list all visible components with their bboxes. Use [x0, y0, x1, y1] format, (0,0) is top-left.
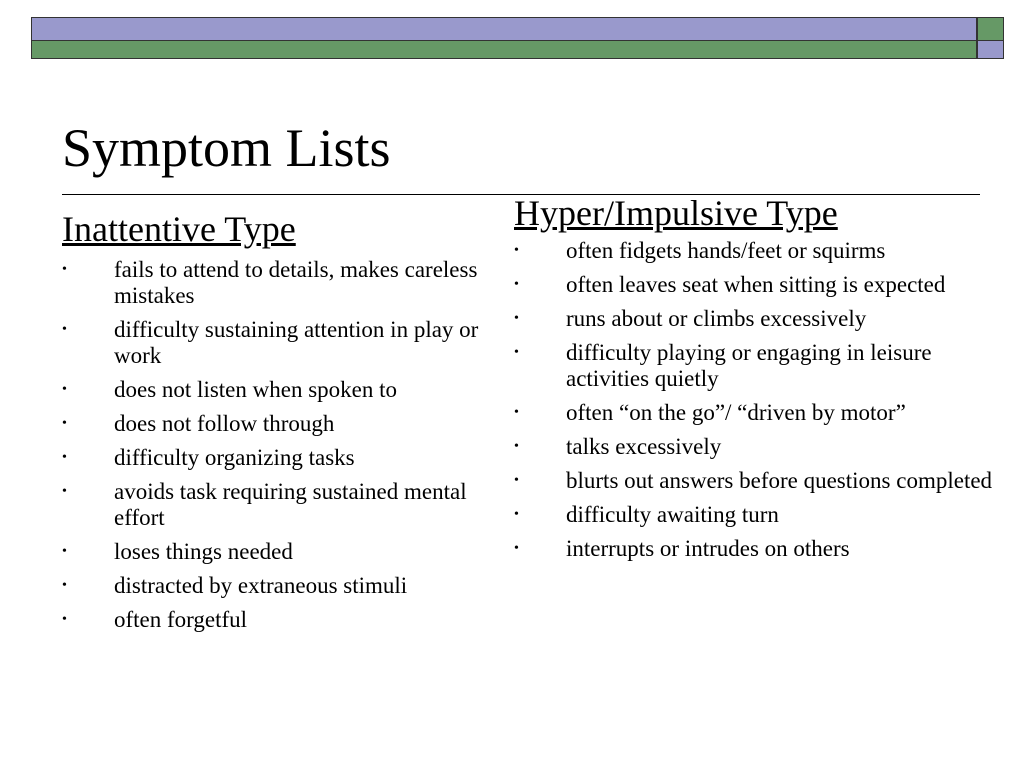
bullet-icon: •	[514, 507, 519, 522]
list-item: • often fidgets hands/feet or squirms	[514, 238, 886, 263]
bullet-icon: •	[514, 277, 519, 292]
list-item: • difficulty awaiting turn	[514, 502, 779, 527]
list-item: • does not listen when spoken to	[62, 377, 397, 402]
list-item: • fails to attend to details, makes careless mistakes	[62, 257, 478, 308]
list-item: • interrupts or intrudes on others	[514, 536, 850, 561]
list-item: • does not follow through	[62, 411, 335, 436]
bullet-icon: •	[62, 416, 67, 431]
list-item: • avoids task requiring sustained mental effort	[62, 479, 467, 530]
list-item: • often “on the go”/ “driven by motor”	[514, 400, 906, 425]
bullet-icon: •	[62, 612, 67, 627]
bullet-icon: •	[514, 405, 519, 420]
bullet-icon: •	[62, 382, 67, 397]
hyper-column	[514, 189, 1004, 570]
list-item: • loses things needed	[62, 539, 293, 564]
header-bar-green	[31, 41, 977, 59]
list-item: • often leaves seat when sitting is expected	[514, 272, 946, 297]
bullet-icon: •	[62, 484, 67, 499]
list-item: • blurts out answers before questions completed	[514, 468, 993, 493]
inattentive-heading: Inattentive Type	[62, 209, 296, 249]
slide-title: Symptom Lists	[62, 118, 391, 178]
bullet-icon: •	[514, 311, 519, 326]
list-item: • difficulty sustaining attention in play or work	[62, 317, 479, 368]
bullet-icon: •	[62, 262, 67, 277]
inattentive-column	[62, 205, 492, 641]
bullet-icon: •	[514, 541, 519, 556]
list-item: • runs about or climbs excessively	[514, 306, 867, 331]
bullet-icon: •	[514, 345, 519, 360]
header-bar-blue	[31, 17, 977, 41]
header-square-blue	[977, 41, 1004, 59]
hyper-heading: Hyper/Impulsive Type	[514, 193, 838, 233]
bullet-icon: •	[62, 450, 67, 465]
list-item: • difficulty organizing tasks	[62, 445, 355, 470]
list-item: • talks excessively	[514, 434, 722, 459]
bullet-icon: •	[62, 544, 67, 559]
hyper-list	[514, 238, 1004, 562]
bullet-icon: •	[62, 322, 67, 337]
bullet-icon: •	[514, 473, 519, 488]
list-item: • difficulty playing or engaging in leisure activities quietly	[514, 340, 932, 391]
header-square-green	[977, 17, 1004, 41]
inattentive-list	[62, 257, 492, 633]
bullet-icon: •	[514, 243, 519, 258]
list-item: • distracted by extraneous stimuli	[62, 573, 408, 598]
list-item: • often forgetful	[62, 607, 248, 632]
bullet-icon: •	[514, 439, 519, 454]
bullet-icon: •	[62, 578, 67, 593]
